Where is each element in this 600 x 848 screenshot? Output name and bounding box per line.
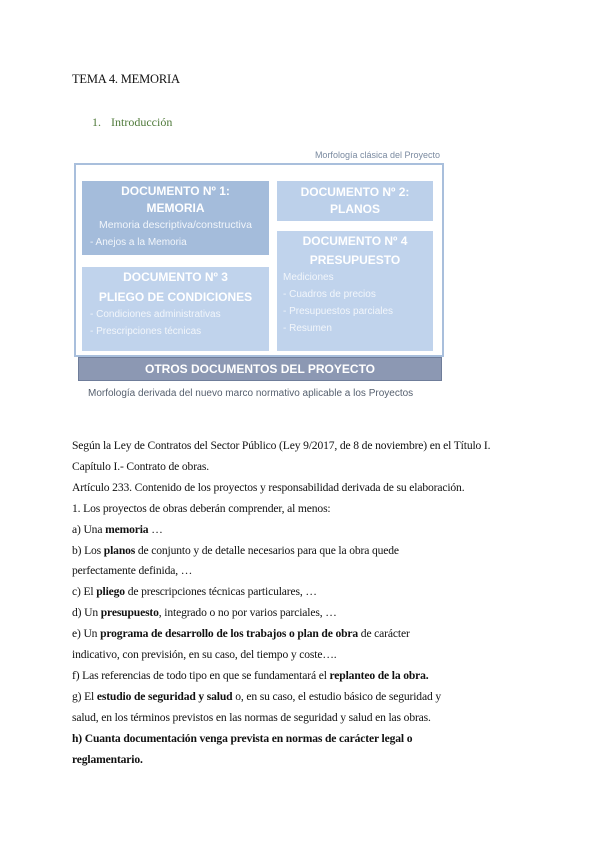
item-h-cont: reglamentario.: [72, 752, 143, 766]
figure-frame: [74, 163, 444, 357]
box3-line-2: - Prescripciones técnicas: [90, 326, 202, 337]
page-title: TEMA 4. MEMORIA: [72, 72, 180, 86]
body-line-3: Artículo 233. Contenido de los proyectos y responsabilidad derivada de su elaboración.: [72, 480, 465, 494]
body-line-1: Según la Ley de Contratos del Sector Público (Ley 9/2017, de 8 de noviembre) en el Título I.: [72, 439, 491, 452]
item-f: f) Las referencias de todo tipo en que se fundamentará el replanteo de la obra.: [72, 668, 429, 682]
body-line-2: Capítulo I.- Contrato de obras.: [72, 459, 210, 473]
figure-bottom-caption: Morfología derivada del nuevo marco normativo aplicable a los Proyectos: [88, 388, 414, 399]
item-c: c) El pliego de prescripciones técnicas particulares, …: [72, 585, 317, 599]
box1-title-1: DOCUMENTO Nº 1:: [121, 184, 230, 198]
box3-title-1: DOCUMENTO Nº 3: [123, 270, 228, 284]
project-documents-figure: [74, 150, 446, 406]
box4-line-4: - Resumen: [283, 323, 332, 334]
box2-title-2: PLANOS: [329, 202, 380, 216]
item-d: d) Un presupuesto, integrado o no por varios parciales, …: [72, 606, 337, 620]
box1-title-2: MEMORIA: [146, 201, 205, 215]
box4-line-2: - Cuadros de precios: [283, 289, 376, 300]
doc-box-planos: [277, 181, 433, 221]
doc-box-memoria: [82, 181, 269, 255]
box3-title-2: PLIEGO DE CONDICIONES: [98, 290, 253, 304]
box4-line-3: - Presupuestos parciales: [283, 306, 394, 317]
box4-line-1: Mediciones: [283, 272, 334, 283]
box1-line-1: Memoria descriptiva/constructiva: [99, 219, 252, 231]
item-e: e) Un programa de desarrollo de los trabajos o plan de obra de carácter: [72, 627, 410, 641]
doc-box-pliego: [82, 267, 269, 351]
figure-top-caption: Morfología clásica del Proyecto: [314, 150, 440, 160]
item-a: a) Una memoria …: [72, 522, 163, 536]
box2-title-1: DOCUMENTO Nº 2:: [300, 185, 410, 199]
box4-title-1: DOCUMENTO Nº 4: [302, 234, 408, 248]
section-number: 1.: [92, 115, 101, 129]
box1-line-2: - Anejos a la Memoria: [90, 237, 187, 248]
item-g-cont: salud, en los términos previstos en las normas de seguridad y salud en las obras.: [72, 710, 431, 724]
section-title: Introducción: [111, 115, 173, 129]
item-b-cont: perfectamente definida, …: [72, 564, 193, 578]
doc-box-presupuesto: [277, 231, 433, 351]
other-documents-bar: OTROS DOCUMENTOS DEL PROYECTO: [78, 357, 442, 381]
item-g: g) El estudio de seguridad y salud o, en su caso, el estudio básico de seguridad y: [72, 689, 441, 703]
section-heading: [92, 115, 172, 130]
box4-title-2: PRESUPUESTO: [309, 253, 401, 267]
body-text: [72, 436, 542, 771]
box3-line-1: - Condiciones administrativas: [90, 309, 221, 320]
item-h: h) Cuanta documentación venga prevista en normas de carácter legal o: [72, 731, 413, 745]
item-e-cont: indicativo, con previsión, en su caso, del tiempo y coste….: [72, 648, 337, 662]
body-line-4: 1. Los proyectos de obras deberán comprender, al menos:: [72, 501, 331, 515]
item-b: b) Los planos de conjunto y de detalle necesarios para que la obra quede: [72, 543, 399, 557]
